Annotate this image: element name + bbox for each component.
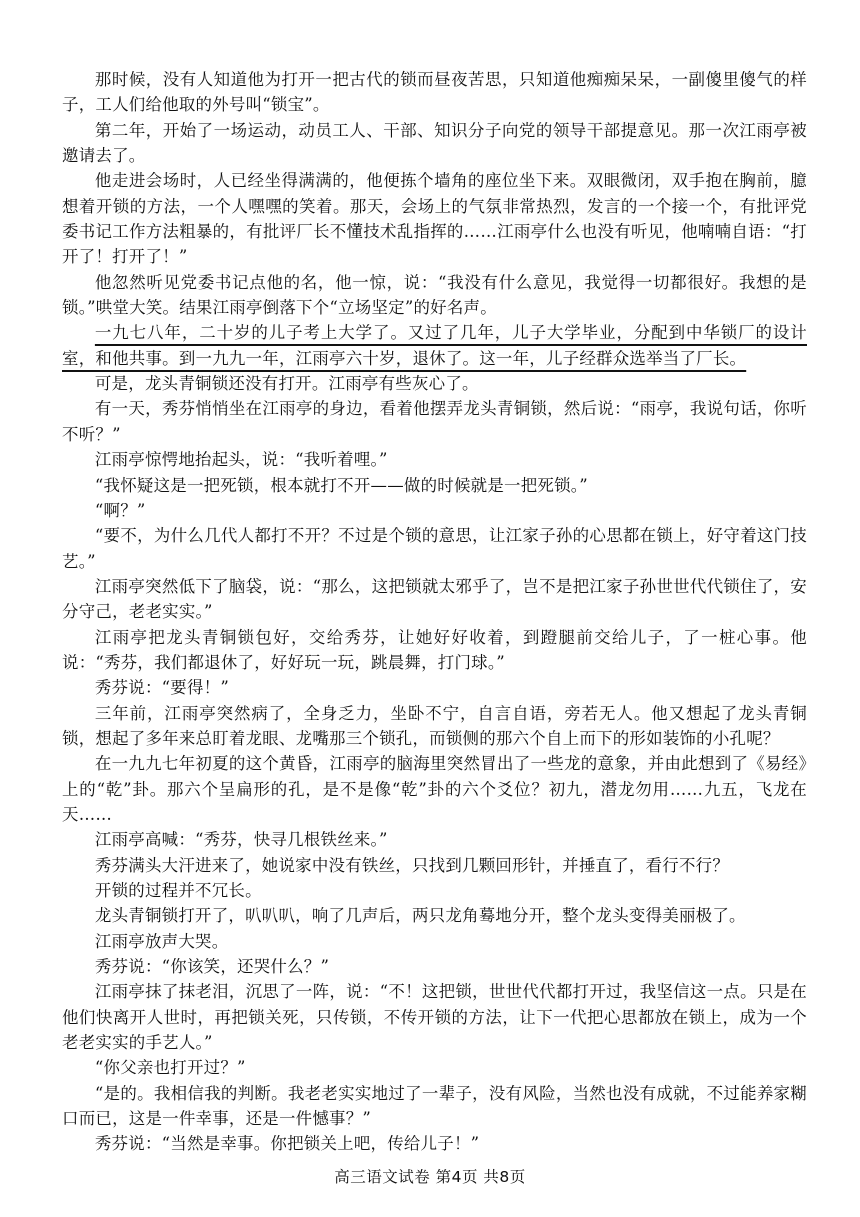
paragraph: 开锁的过程并不冗长。 <box>94 881 262 900</box>
paragraph: “要不，为什么几代人都打不开？不过是个锁的意思，让江家子孙的心思都在锁上，好守着这门技艺。” <box>62 526 807 571</box>
paragraph: 第二年，开始了一场运动，动员工人、干部、知识分子向党的领导干部提意见。那一次江雨亭被邀请去了。 <box>62 120 807 166</box>
paragraph: 秀芬满头大汗进来了，她说家中没有铁丝，只找到几颗回形针，并捶直了，看行不行？ <box>94 855 730 875</box>
underlined-paragraph: 一九七八年，二十岁的儿子考上大学了。又过了几年，儿子大学毕业，分配到中华锁厂的设计室，和他共事。到一九九一年，江雨亭六十岁，退休了。这一年，儿子经群众选举当了厂长。 <box>62 323 807 368</box>
paragraph: 龙头青铜锁打开了，叭叭叭，响了几声后，两只龙角蓦地分开，整个龙头变得美丽极了。 <box>94 906 746 926</box>
paragraph: 秀芬说：“要得！” <box>94 678 230 698</box>
paragraph: 江雨亭放声大哭。 <box>94 931 229 951</box>
paragraph: 秀芬说：“当然是幸事。你把锁关上吧，传给儿子！” <box>94 1134 480 1154</box>
paragraph: 三年前，江雨亭突然病了，全身乏力，坐卧不宁，自言自语，旁若无人。他又想起了龙头青铜锁，想起了多年来总盯着龙眼、龙嘴那三个锁孔，而锁侧的那六个自上而下的形如装饰的小孔呢？ <box>62 703 807 748</box>
paragraph: “是的。我相信我的判断。我老老实实地过了一辈子，没有风险，当然也没有成就，不过能养家糊口而已，这是一件幸事，还是一件憾事？” <box>62 1083 807 1129</box>
paragraph: 秀芬说：“你该笑，还哭什么？” <box>94 957 330 977</box>
paragraph: 江雨亭抹了抹老泪，沉思了一阵，说：“不！这把锁，世世代代都打开过，我坚信这一点。只是在他们快离开人世时，再把锁关死，只传锁，不传开锁的方法，让下一代把心思都放在锁上，成为一个老老实实的手艺人。” <box>62 982 807 1053</box>
page-footer: 高三语文试卷 第4页 共8页 <box>334 1168 526 1186</box>
paragraph: 那时候，没有人知道他为打开一把古代的锁而昼夜苦思，只知道他痴痴呆呆，一副傻里傻气的样子，工人们给他取的外号叫“锁宝”。 <box>62 70 807 115</box>
paragraph: 他忽然听见党委书记点他的名，他一惊，说：“我没有什么意见，我觉得一切都很好。我想的是锁。”哄堂大笑。结果江雨亭倒落下个“立场坚定”的好名声。 <box>62 272 807 318</box>
paragraph: “啊？” <box>94 500 146 520</box>
paragraph: 有一天，秀芬悄悄坐在江雨亭的身边，看着他摆弄龙头青铜锁，然后说：“雨亭，我说句话，你听不听？” <box>62 399 807 444</box>
paragraph: 可是，龙头青铜锁还没有打开。江雨亭有些灰心了。 <box>94 374 479 394</box>
paragraph: 在一九九七年初夏的这个黄昏，江雨亭的脑海里突然冒出了一些龙的意象，并由此想到了《易经》上的“乾”卦。那六个呈扁形的孔，是不是像“乾”卦的六个爻位？初九，潜龙勿用……九五，飞龙在天…… <box>62 754 807 824</box>
paragraph: 江雨亭把龙头青铜锁包好，交给秀芬，让她好好收着，到蹬腿前交给儿子，了一桩心事。他说：“秀芬，我们都退休了，好好玩一玩，跳晨舞，打门球。” <box>62 627 807 672</box>
paragraph: 他走进会场时，人已经坐得满满的，他便拣个墙角的座位坐下来。双眼微闭，双手抱在胸前，臆想着开锁的方法，一个人嘿嘿的笑着。那天，会场上的气氛非常热烈，发言的一个接一个，有批评党委书记工作方法粗暴的，有批评厂长不懂技术乱指挥的……江雨亭什么也没有听见，他喃喃自语：“打开了！打开了！” <box>62 171 807 267</box>
paragraph: 江雨亭突然低下了脑袋，说：“那么，这把锁就太邪乎了，岂不是把江家子孙世世代代锁住了，安分守己，老老实实。” <box>62 576 807 622</box>
paragraph: 江雨亭惊愕地抬起头，说：“我听着哩。” <box>94 450 388 470</box>
article-body <box>62 67 807 1157</box>
paragraph: 江雨亭高喊：“秀芬，快寻几根铁丝来。” <box>94 830 388 850</box>
paragraph: “我怀疑这是一把死锁，根本就打不开——做的时候就是一把死锁。” <box>94 475 588 495</box>
paragraph: “你父亲也打开过？” <box>94 1058 246 1078</box>
